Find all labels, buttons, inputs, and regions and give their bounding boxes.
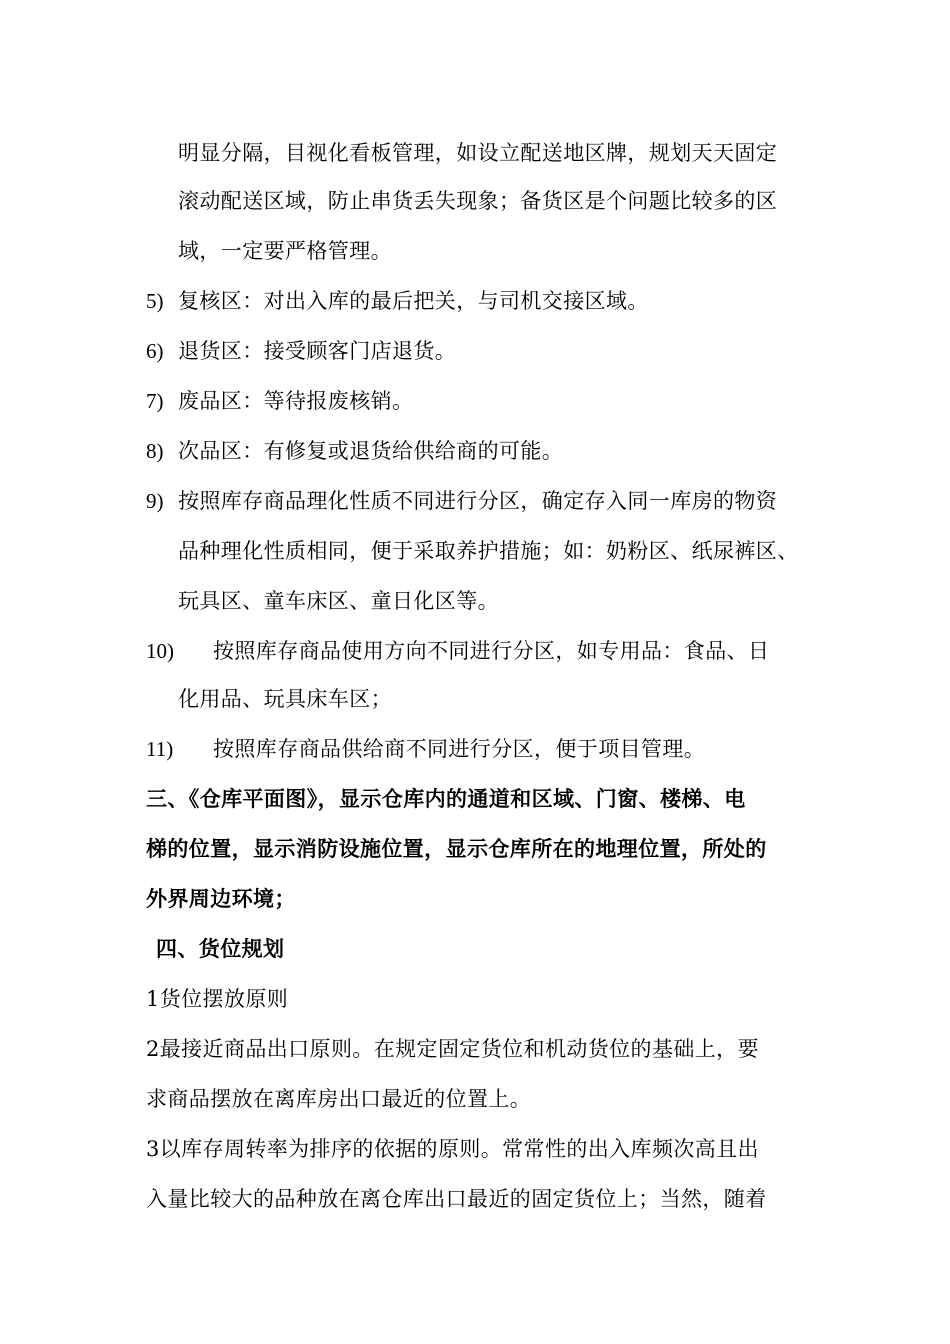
item10-text: 按照库存商品使用方向不同进行分区，如专用品：食品、日 <box>213 639 770 663</box>
item7-text: 废品区：等待报废核销。 <box>178 389 414 413</box>
item9-cont-line1: 品种理化性质相同，便于采取养护措施；如：奶粉区、纸尿裤区、 <box>178 539 799 563</box>
section4-heading: 四、货位规划 <box>156 936 285 961</box>
section3-line3: 外界周边环境； <box>146 886 296 911</box>
item8-text: 次品区：有修复或退货给供给商的可能。 <box>178 439 564 463</box>
section3-line1: 三、《仓库平面图》，显示仓库内的通道和区域、门窗、楼梯、电 <box>146 786 746 811</box>
item10-cont-line1: 化用品、玩具床车区； <box>178 687 392 711</box>
item5-text: 复核区：对出入库的最后把关，与司机交接区域。 <box>178 289 649 313</box>
item11-text: 按照库存商品供给商不同进行分区，便于项目管理。 <box>213 737 706 761</box>
section4-p2-line1: 2最接近商品出口原则。在规定固定货位和机动货位的基础上，要 <box>146 1037 759 1061</box>
item9-cont-line2: 玩具区、童车床区、童日化区等。 <box>178 589 499 613</box>
section4-p1: 1货位摆放原则 <box>146 987 289 1011</box>
item9-text: 按照库存商品理化性质不同进行分区，确定存入同一库房的物资 <box>178 489 778 513</box>
section3-line2: 梯的位置，显示消防设施位置，显示仓库所在的地理位置，所处的 <box>146 836 767 861</box>
section4-p3-line2: 入量比较大的品种放在离仓库出口最近的固定货位上；当然，随着 <box>146 1187 767 1211</box>
item6-text: 退货区：接受顾客门店退货。 <box>178 339 457 363</box>
item10-number: 10) <box>146 639 174 663</box>
item4-cont-line1: 明显分隔，目视化看板管理，如设立配送地区牌，规划天天固定 <box>178 141 778 165</box>
item4-cont-line3: 域，一定要严格管理。 <box>178 239 392 263</box>
item4-cont-line2: 滚动配送区域，防止串货丢失现象；备货区是个问题比较多的区 <box>178 189 778 213</box>
item5-number: 5) <box>146 289 164 313</box>
item8-number: 8) <box>146 439 164 463</box>
item11-number: 11) <box>146 737 174 761</box>
section4-p2-line2: 求商品摆放在离库房出口最近的位置上。 <box>146 1087 532 1111</box>
item7-number: 7) <box>146 389 164 413</box>
section4-p3-line1: 3以库存周转率为排序的依据的原则。常常性的出入库频次高且出 <box>146 1137 759 1161</box>
item9-number: 9) <box>146 489 164 513</box>
item6-number: 6) <box>146 339 164 363</box>
